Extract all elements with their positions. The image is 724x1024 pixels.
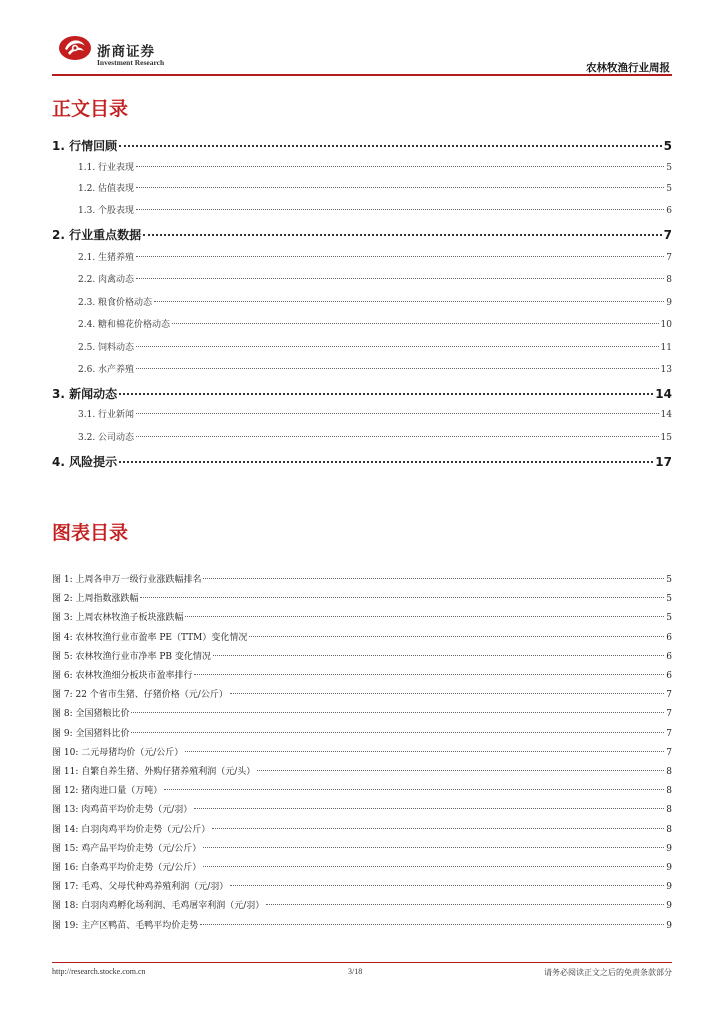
figure-entry[interactable]: [52, 687, 672, 700]
figure-entry-page: 9: [666, 920, 672, 931]
toc-section-entry-page: 17: [655, 455, 672, 469]
dot-leader: [230, 693, 664, 694]
figure-entry-label: 图 6: 农林牧渔细分板块市盈率排行: [52, 671, 193, 681]
toc-subsection-entry-page: 8: [666, 275, 672, 285]
toc-heading: 正文目录: [52, 98, 129, 120]
figure-entry-label: 图 9: 全国猪料比价: [52, 728, 130, 739]
figure-entry-page: 5: [666, 594, 672, 605]
dot-leader: [185, 616, 664, 617]
toc-subsection-entry-label: 2.3. 粮食价格动态: [78, 298, 153, 308]
toc-subsection-entry-label: 2.5. 饲料动态: [78, 343, 135, 353]
dot-leader: [203, 847, 664, 848]
dot-leader: [136, 368, 659, 369]
figure-entry[interactable]: [52, 898, 672, 911]
dot-leader: [249, 636, 664, 637]
footer-url[interactable]: http://research.stocke.com.cn: [52, 967, 146, 976]
toc-subsection-entry-page: 6: [666, 206, 672, 216]
dot-leader: [119, 145, 662, 147]
footer-divider: [52, 962, 672, 963]
toc-subsection-entry[interactable]: [78, 160, 672, 173]
dot-leader: [213, 655, 664, 656]
dot-leader: [194, 808, 664, 809]
dot-leader: [136, 436, 659, 437]
figure-entry-label: 图 16: 白条鸡平均价走势（元/公斤）: [52, 863, 202, 873]
header-divider: [52, 74, 672, 76]
toc-subsection-entry[interactable]: [78, 250, 672, 263]
toc-subsection-entry-page: 5: [666, 184, 672, 194]
figure-entry-label: 图 13: 肉鸡苗平均价走势（元/羽）: [52, 805, 193, 816]
toc-subsection-entry[interactable]: [78, 272, 672, 285]
figure-list-heading: 图表目录: [52, 522, 129, 544]
dot-leader: [143, 234, 662, 236]
figure-entry-page: 6: [666, 632, 672, 643]
figure-entry[interactable]: [52, 860, 672, 873]
toc-section-entry-page: 14: [655, 387, 672, 401]
dot-leader: [257, 770, 664, 771]
report-type: 农林牧渔行业周报: [586, 62, 670, 74]
toc-subsection-entry-label: 2.1. 生猪养殖: [78, 253, 135, 263]
dot-leader: [136, 187, 664, 188]
toc-subsection-entry[interactable]: [78, 362, 672, 375]
figure-entry-label: 图 17: 毛鸡、父母代种鸡养殖利润（元/羽）: [52, 882, 229, 893]
figure-entry-label: 图 18: 白羽肉鸡孵化场利润、毛鸡屠宰利润（元/羽）: [52, 901, 265, 912]
toc-subsection-entry[interactable]: [78, 407, 672, 420]
figure-entry[interactable]: [52, 591, 672, 604]
zheshang-logo-icon: [57, 34, 93, 62]
toc-subsection-entry-label: 2.2. 肉禽动态: [78, 275, 135, 285]
figure-entry[interactable]: [52, 841, 672, 854]
toc-subsection-entry[interactable]: [78, 430, 672, 443]
toc-subsection-entry-label: 3.1. 行业新闻: [78, 410, 135, 420]
dot-leader: [136, 278, 664, 279]
toc-subsection-entry[interactable]: [78, 181, 672, 194]
toc-subsection-entry-label: 1.3. 个股表现: [78, 206, 135, 216]
dot-leader: [136, 209, 664, 210]
figure-entry-page: 9: [666, 882, 672, 893]
dot-leader: [172, 323, 659, 324]
figure-entry-page: 5: [666, 575, 672, 585]
toc-subsection-entry-page: 9: [666, 298, 672, 308]
toc-section-entry[interactable]: [52, 137, 672, 154]
toc-section-entry-label: 3. 新闻动态: [52, 387, 118, 401]
figure-entry[interactable]: [52, 745, 672, 758]
figure-entry-page: 6: [666, 651, 672, 662]
toc-subsection-entry-page: 11: [660, 343, 672, 353]
toc-subsection-entry-page: 14: [660, 410, 672, 420]
figure-entry-label: 图 11: 自繁自养生猪、外购仔猪养殖利润（元/头）: [52, 767, 256, 777]
figure-entry-page: 7: [666, 728, 672, 739]
brand-subtitle: Investment Research: [97, 58, 165, 67]
toc-section-entry-label: 2. 行业重点数据: [52, 228, 142, 242]
figure-entry[interactable]: [52, 918, 672, 931]
figure-entry[interactable]: [52, 630, 672, 643]
dot-leader: [119, 393, 653, 395]
figure-entry[interactable]: [52, 726, 672, 739]
toc-subsection-entry-label: 2.4. 糖和棉花价格动态: [78, 320, 171, 330]
dot-leader: [140, 597, 664, 598]
dot-leader: [136, 166, 664, 167]
figure-entry-page: 8: [666, 824, 672, 835]
dot-leader: [266, 904, 664, 905]
figure-entry[interactable]: [52, 764, 672, 777]
toc-section-entry-label: 4. 风险提示: [52, 455, 118, 469]
figure-entry-label: 图 5: 农林牧渔行业市净率 PB 变化情况: [52, 651, 211, 662]
dot-leader: [230, 885, 664, 886]
dot-leader: [136, 413, 659, 414]
toc-subsection-entry-label: 1.2. 估值表现: [78, 184, 135, 194]
dot-leader: [136, 346, 659, 347]
page-number: 3/18: [348, 967, 363, 976]
figure-entry-label: 图 7: 22 个省市生猪、仔猪价格（元/公斤）: [52, 690, 228, 701]
dot-leader: [200, 924, 664, 925]
dot-leader: [203, 866, 664, 867]
toc-subsection-entry[interactable]: [78, 317, 672, 330]
toc-subsection-entry[interactable]: [78, 340, 672, 353]
dot-leader: [136, 256, 664, 257]
toc-subsection-entry-label: 1.1. 行业表现: [78, 163, 135, 173]
figure-entry[interactable]: [52, 706, 672, 719]
figure-entry[interactable]: [52, 572, 672, 585]
toc-subsection-entry-label: 2.6. 水产养殖: [78, 365, 135, 375]
toc-section-entry[interactable]: [52, 226, 672, 243]
figure-entry-label: 图 8: 全国猪粮比价: [52, 709, 130, 720]
toc-subsection-entry[interactable]: [78, 295, 672, 308]
toc-subsection-entry-page: 5: [666, 163, 672, 173]
figure-entry-page: 9: [666, 843, 672, 854]
figure-entry-label: 图 1: 上周各申万一级行业涨跌幅排名: [52, 575, 202, 585]
figure-entry-label: 图 12: 猪肉进口量（万吨）: [52, 786, 163, 797]
figure-entry[interactable]: [52, 610, 672, 623]
dot-leader: [203, 578, 664, 579]
figure-entry[interactable]: [52, 668, 672, 681]
figure-entry-label: 图 2: 上周指数涨跌幅: [52, 594, 139, 605]
figure-entry-page: 9: [666, 901, 672, 912]
dot-leader: [154, 301, 664, 302]
toc-subsection-entry-page: 15: [660, 433, 672, 443]
dot-leader: [131, 732, 664, 733]
page-header: [0, 0, 724, 78]
figure-entry[interactable]: [52, 822, 672, 835]
figure-entry-label: 图 10: 二元母猪均价（元/公斤）: [52, 747, 184, 758]
toc-section-entry-page: 7: [663, 228, 672, 242]
dot-leader: [185, 751, 664, 752]
dot-leader: [131, 712, 664, 713]
toc-subsection-entry-label: 3.2. 公司动态: [78, 433, 135, 443]
toc-section-entry-page: 5: [663, 139, 672, 153]
footer-disclaimer: 请务必阅读正文之后的免责条款部分: [544, 968, 672, 977]
toc-section-entry[interactable]: [52, 453, 672, 470]
figure-entry-label: 图 15: 鸡产品平均价走势（元/公斤）: [52, 843, 202, 854]
figure-entry-label: 图 3: 上周农林牧渔子板块涨跌幅: [52, 613, 184, 624]
figure-entry-page: 7: [666, 690, 672, 701]
toc-section-entry[interactable]: [52, 385, 672, 402]
dot-leader: [212, 828, 664, 829]
figure-entry[interactable]: [52, 783, 672, 796]
figure-entry-page: 6: [666, 671, 672, 681]
brand-name: 浙商证券: [97, 44, 155, 60]
figure-entry[interactable]: [52, 649, 672, 662]
toc-subsection-entry-page: 10: [660, 320, 672, 330]
figure-entry[interactable]: [52, 802, 672, 815]
dot-leader: [119, 461, 653, 463]
figure-entry-page: 9: [666, 863, 672, 873]
dot-leader: [164, 789, 664, 790]
figure-entry-page: 8: [666, 767, 672, 777]
figure-entry-label: 图 4: 农林牧渔行业市盈率 PE（TTM）变化情况: [52, 632, 248, 643]
dot-leader: [194, 674, 664, 675]
toc-subsection-entry[interactable]: [78, 203, 672, 216]
figure-entry-label: 图 14: 白羽肉鸡平均价走势（元/公斤）: [52, 824, 211, 835]
toc-subsection-entry-page: 7: [666, 253, 672, 263]
figure-entry-page: 8: [666, 805, 672, 816]
figure-entry-page: 5: [666, 613, 672, 624]
figure-entry-page: 8: [666, 786, 672, 797]
figure-entry[interactable]: [52, 879, 672, 892]
figure-entry-label: 图 19: 主产区鸭苗、毛鸭平均价走势: [52, 920, 199, 931]
toc-section-entry-label: 1. 行情回顾: [52, 139, 118, 153]
figure-entry-page: 7: [666, 709, 672, 720]
figure-entry-page: 7: [666, 747, 672, 758]
toc-subsection-entry-page: 13: [660, 365, 672, 375]
